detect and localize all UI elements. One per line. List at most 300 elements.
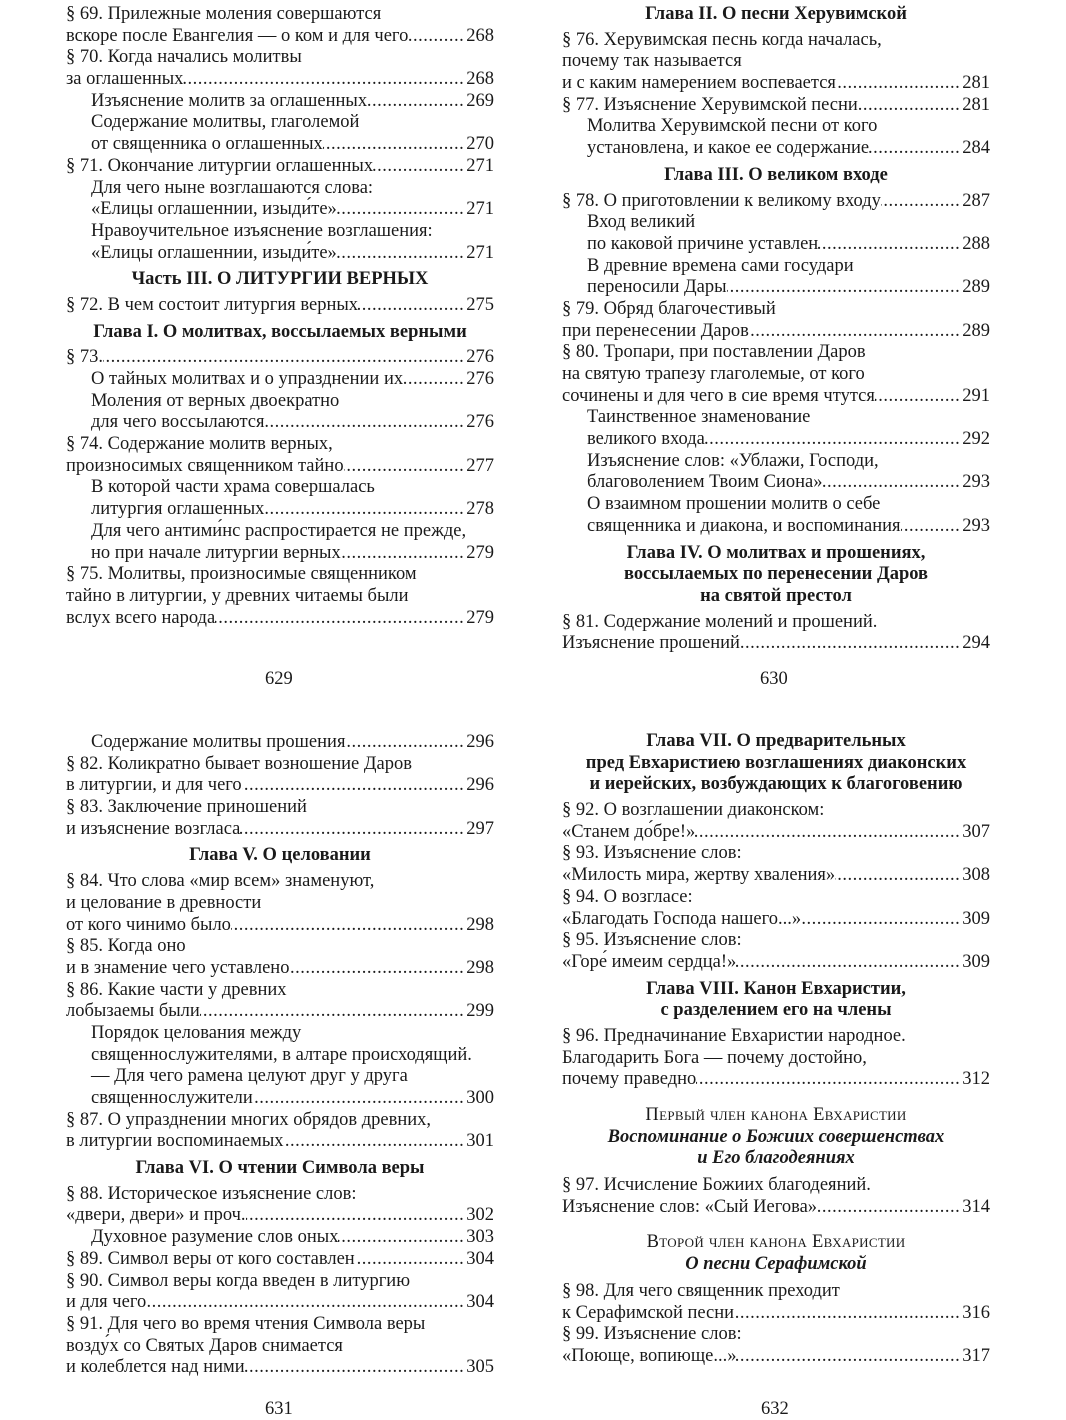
entry-page-number: 309 [962, 908, 990, 929]
entry-text: Для чего ныне возглашаются слова: [91, 177, 374, 198]
entry-text: почему праведно [562, 1069, 697, 1090]
heading-line: пред Евхаристиею возглашениях диаконских [585, 752, 967, 773]
toc-entry-line [562, 407, 990, 429]
entry-text: § 99. Изъяснение слов: [562, 1324, 742, 1345]
heading-line: воссылаемых по перенесении Даров [623, 564, 929, 585]
entry-text: Духовное разумение слов оных [91, 1227, 339, 1248]
entry-text: на святую трапезу глаголемые, от кого [562, 364, 865, 384]
toc-entry-line [66, 819, 494, 841]
dot-leader [727, 277, 963, 299]
toc-entry-line [66, 499, 494, 521]
toc-entry-line [66, 221, 494, 243]
heading-line: О песни Серафимской [685, 1254, 867, 1275]
entry-page-number: 296 [466, 732, 494, 752]
entry-text: и в знамение чего уставлено [66, 957, 290, 978]
entry-page-number: 299 [466, 1001, 494, 1022]
toc-entry-line [562, 516, 990, 538]
toc-entry-line [66, 608, 494, 630]
entry-text: Порядок целования между [91, 1022, 302, 1043]
entry-text: § 80. Тропари, при поставлении Даров [562, 342, 866, 363]
entry-text: от священника о оглашенных [91, 134, 323, 155]
entry-text: Молитва Херувимской песни от кого [587, 116, 878, 137]
entry-text: почему так называется [562, 51, 742, 72]
entry-text: «Поюще, вопиюще...» [562, 1345, 737, 1366]
toc-entry-line [562, 451, 990, 473]
toc-entry-line [562, 138, 990, 160]
dot-leader [881, 191, 962, 213]
dot-leader [736, 1346, 962, 1368]
entry-page-number: 276 [466, 347, 494, 368]
toc-entry-line [562, 234, 990, 256]
entry-text: «Горе́ имеим сердца!» [562, 951, 737, 972]
entry-text: «Елицы оглашеннии, изыди́те» [91, 242, 337, 263]
entry-page-number: 270 [466, 134, 494, 155]
subsection-title [562, 1127, 990, 1170]
entry-text: для чего воссылаются [91, 412, 265, 433]
heading-line: Глава VII. О предварительных [646, 731, 906, 751]
toc-entry-line [562, 212, 990, 234]
entry-text: Нравоучительное изъяснение возглашения: [91, 220, 433, 241]
entry-text: § 71. Окончание литургии оглашенных [66, 155, 374, 176]
entry-text: переносили Дары [587, 277, 727, 298]
toc-entry-line [66, 1336, 494, 1358]
entry-page-number: 314 [962, 1196, 990, 1217]
dot-leader [403, 369, 466, 391]
entry-text: лобызаемы были [66, 1001, 200, 1022]
dot-leader [344, 456, 467, 478]
entry-text: О взаимном прошении молитв о себе [587, 494, 881, 515]
toc-entry-line [66, 26, 494, 48]
heading-line: Часть III. О ЛИТУРГИИ ВЕРНЫХ [131, 269, 429, 290]
entry-text: § 75. Молитвы, произносимые священником [66, 564, 417, 585]
entry-text: «Милость мира, жертву хваления» [562, 865, 836, 886]
section-heading [562, 165, 990, 187]
toc-entry-line [562, 95, 990, 117]
entry-text: и с каким намерением воспевается [562, 73, 836, 94]
toc-entry-line [66, 477, 494, 499]
entry-text: «Станем до́бре!» [562, 821, 696, 842]
toc-entry-line [66, 936, 494, 958]
dot-leader [823, 472, 963, 494]
entry-page-number: 297 [466, 818, 494, 839]
entry-text: О тайных молитвах и о упразднении их [91, 369, 404, 389]
toc-entry-line [562, 633, 990, 655]
dot-leader [801, 909, 962, 931]
entry-text: В древние времена сами государи [587, 255, 854, 276]
heading-line: Глава VI. О чтении Символа веры [135, 1158, 425, 1179]
dot-leader [242, 775, 467, 797]
dot-leader [875, 386, 962, 408]
heading-line: на святой престол [700, 585, 852, 606]
toc-entry-line [66, 1066, 494, 1088]
entry-text: § 76. Херувимская песнь когда началась, [562, 29, 882, 50]
toc-entry-line [562, 191, 990, 213]
page-629-contents [66, 4, 494, 629]
entry-text: литургия оглашенных [91, 499, 265, 520]
dot-leader [338, 1227, 466, 1249]
dot-leader [253, 1088, 467, 1110]
toc-entry-line [562, 930, 990, 952]
toc-entry-line [66, 1314, 494, 1336]
entry-text: Вход великий [587, 212, 696, 233]
toc-entry-line [66, 295, 494, 317]
canon-part-heading: Второй член канона Евхаристии [646, 1232, 906, 1253]
entry-page-number: 275 [466, 294, 494, 315]
page-number: 632 [761, 1399, 789, 1419]
entry-page-number: 309 [962, 951, 990, 972]
toc-entry-line [562, 1175, 990, 1197]
entry-page-number: 289 [962, 320, 990, 341]
entry-text: священника и диакона, и воспоминания [587, 515, 901, 536]
page-630-contents [562, 4, 990, 655]
section-heading [66, 322, 494, 344]
toc-entry-line [66, 797, 494, 819]
entry-text: § 87. О упразднении многих обрядов древних, [66, 1109, 431, 1130]
entry-page-number: 281 [962, 94, 990, 115]
toc-entry-line [562, 386, 990, 408]
toc-entry-line [66, 1249, 494, 1271]
toc-entry-line [562, 1324, 990, 1346]
entry-page-number: 296 [466, 775, 494, 796]
heading-line: Глава I. О молитвах, воссылаемых верными [93, 321, 467, 342]
entry-text: Моления от верных двоекратно [91, 390, 340, 411]
entry-text: Изъяснение слов: «Сый Иегова» [562, 1196, 818, 1217]
toc-entry-line [66, 412, 494, 434]
subsection-title [562, 1254, 990, 1276]
entry-text: — Для чего рамена целуют друг у друга [91, 1066, 408, 1087]
heading-line: Глава IV. О молитвах и прошениях, [626, 542, 926, 563]
entry-page-number: 271 [466, 242, 494, 263]
toc-entry-line [66, 1184, 494, 1206]
entry-page-number: 302 [466, 1205, 494, 1226]
entry-text: § 86. Какие части у древних [66, 979, 287, 1000]
section-heading [66, 1158, 494, 1180]
toc-entry-line [66, 456, 494, 478]
dot-leader [836, 73, 962, 95]
entry-text: великого входа [587, 429, 705, 450]
toc-entry-line [562, 51, 990, 73]
dot-leader [337, 199, 466, 221]
toc-entry-line [66, 434, 494, 456]
dot-leader [740, 633, 962, 655]
heading-line: с разделением его на члены [660, 1000, 892, 1021]
toc-entry-line [66, 871, 494, 893]
entry-text: § 94. О возгласе: [562, 886, 693, 907]
dot-leader [341, 543, 467, 565]
entry-text: § 95. Изъяснение слов: [562, 930, 742, 951]
dot-leader [373, 156, 466, 178]
entry-text: «Благодать Господа нашего...» [562, 908, 802, 929]
entry-text: § 91. Для чего во время чтения Символа веры [66, 1313, 426, 1334]
entry-page-number: 293 [962, 472, 990, 493]
entry-text: § 77. Изъяснение Херувимской песни [562, 94, 858, 115]
toc-entry-line [562, 321, 990, 343]
entry-text: произносимых священником тайно [66, 455, 344, 476]
toc-entry-line [66, 156, 494, 178]
heading-line: Глава III. О великом входе [664, 164, 888, 185]
entry-page-number: 279 [466, 542, 494, 563]
canon-part-heading: Первый член канона Евхаристии [645, 1105, 907, 1125]
entry-text: тайно в литургии, у древних читаемы были [66, 585, 409, 606]
section-heading [562, 731, 990, 796]
page-number: 630 [760, 669, 788, 689]
entry-page-number: 294 [962, 633, 990, 654]
entry-text: § 97. Исчисление Божиих благодеяний. [562, 1175, 871, 1196]
entry-text: «двери, двери» и проч. [66, 1205, 246, 1226]
toc-entry-line [562, 73, 990, 95]
dot-leader [818, 234, 962, 256]
toc-entry-line [562, 612, 990, 634]
entry-page-number: 298 [466, 914, 494, 935]
toc-entry-line [562, 909, 990, 931]
dot-leader [835, 865, 962, 887]
entry-text: и изъяснение возгласа [66, 818, 241, 839]
toc-entry-line [562, 30, 990, 52]
dot-leader [869, 138, 962, 160]
entry-text: § 90. Символ веры когда введен в литургию [66, 1270, 411, 1291]
dot-leader [284, 1131, 467, 1153]
entry-text: § 98. Для чего священник преходит [562, 1280, 840, 1301]
entry-text: § 69. Прилежные моления совершаются [66, 4, 382, 24]
page-number: 629 [265, 669, 293, 689]
entry-text: Содержание молитвы, глаголемой [91, 112, 360, 133]
toc-entry-line [562, 342, 990, 364]
entry-text: возду́х со Святых Даров снимается [66, 1335, 343, 1356]
dot-leader [901, 516, 963, 538]
entry-page-number: 276 [466, 369, 494, 389]
entry-text: § 84. Что слова «мир всем» знаменуют, [66, 871, 375, 892]
toc-entry-line [562, 865, 990, 887]
entry-text: священнослужители [91, 1088, 253, 1108]
entry-page-number: 304 [466, 1248, 494, 1269]
dot-leader [408, 26, 466, 48]
entry-text: § 78. О приготовлении к великому входу [562, 190, 881, 211]
dot-leader [858, 95, 962, 117]
dot-leader [245, 1357, 467, 1379]
dot-leader [240, 819, 466, 841]
entry-page-number: 301 [466, 1131, 494, 1152]
toc-entry-line [66, 915, 494, 937]
entry-page-number: 287 [962, 190, 990, 211]
toc-entry-line [66, 564, 494, 586]
entry-text: § 72. В чем состоит литургия верных [66, 294, 359, 315]
toc-entry-line [66, 91, 494, 113]
entry-page-number: 284 [962, 138, 990, 159]
entry-text: § 83. Заключение приношений [66, 797, 307, 818]
entry-page-number: 281 [962, 73, 990, 94]
toc-entry-line [66, 178, 494, 200]
entry-page-number: 312 [962, 1069, 990, 1090]
toc-entry-line [562, 429, 990, 451]
toc-entry-line [66, 112, 494, 134]
toc-entry-line [562, 1048, 990, 1070]
entry-text: Благодарить Бога — почему достойно, [562, 1047, 867, 1068]
entry-text: Содержание молитвы прошения [91, 732, 346, 752]
dot-leader [817, 1197, 962, 1219]
entry-text: § 81. Содержание молений и прошений. [562, 611, 878, 632]
heading-line: и иерейских, возбуждающих к благоговению [589, 774, 963, 795]
entry-page-number: 305 [466, 1357, 494, 1378]
toc-entry-line [66, 69, 494, 91]
entry-text: в литургии воспоминаемых [66, 1131, 284, 1152]
toc-entry-line [66, 1131, 494, 1153]
toc-entry-line [66, 775, 494, 797]
dot-leader [215, 608, 466, 630]
entry-page-number: 278 [466, 499, 494, 520]
toc-entry-line [66, 347, 494, 369]
entry-page-number: 300 [466, 1088, 494, 1108]
toc-entry-line [562, 887, 990, 909]
entry-text: вслух всего народа [66, 607, 216, 628]
dot-leader [749, 321, 962, 343]
entry-page-number: 307 [962, 821, 990, 842]
entry-text: к Серафимской песни [562, 1302, 735, 1323]
dot-leader [146, 1292, 466, 1314]
page-631-contents [66, 732, 494, 1379]
toc-entry-line [66, 893, 494, 915]
entry-text: и для чего [66, 1292, 147, 1313]
dot-leader [103, 347, 466, 369]
toc-entry-line [562, 1026, 990, 1048]
entry-text: § 74. Содержание молитв верных, [66, 434, 333, 455]
entry-page-number: 268 [466, 25, 494, 46]
entry-page-number: 293 [962, 515, 990, 536]
toc-entry-line [66, 732, 494, 754]
toc-entry-line [66, 586, 494, 608]
entry-text: при перенесении Даров [562, 320, 749, 341]
entry-text: § 73. [66, 347, 103, 368]
toc-entry-line [66, 391, 494, 413]
toc-entry-line [562, 472, 990, 494]
entry-text: § 96. Предначинание Евхаристии народное. [562, 1025, 906, 1046]
entry-text: § 70. Когда начались молитвы [66, 47, 302, 68]
entry-text: § 82. Коликратно бывает возношение Даров [66, 753, 412, 774]
dot-leader [323, 134, 466, 156]
entry-text: от кого чинимо было [66, 914, 231, 935]
dot-leader [289, 958, 466, 980]
toc-entry-line [66, 521, 494, 543]
toc-entry-line [562, 299, 990, 321]
entry-page-number: 277 [466, 455, 494, 476]
toc-entry-line [562, 1069, 990, 1091]
entry-text: § 85. Когда оно [66, 936, 186, 957]
toc-entry-line [562, 277, 990, 299]
dot-leader [183, 69, 466, 91]
toc-entry-line [66, 1088, 494, 1110]
entry-text: Изъяснение прошений [562, 633, 740, 654]
toc-entry-line [562, 1197, 990, 1219]
entry-page-number: 291 [962, 385, 990, 406]
dot-leader [695, 822, 962, 844]
entry-text: и целование в древности [66, 892, 262, 913]
toc-entry-line [66, 1271, 494, 1293]
section-heading [562, 4, 990, 26]
toc-entry-line [562, 1281, 990, 1303]
dot-leader [355, 1249, 467, 1271]
dot-leader [736, 952, 962, 974]
toc-entry-line [66, 958, 494, 980]
page-632-contents [562, 731, 990, 1368]
entry-text: Таинственное знаменование [587, 407, 811, 428]
dot-leader [734, 1303, 962, 1325]
dot-leader [264, 499, 466, 521]
dot-leader [200, 1001, 466, 1023]
entry-page-number: 308 [962, 865, 990, 886]
dot-leader [337, 243, 466, 265]
toc-entry-line [66, 47, 494, 69]
entry-page-number: 289 [962, 277, 990, 298]
entry-text: священнослужителями, в алтаре происходящий. [91, 1044, 472, 1065]
toc-entry-line [66, 1205, 494, 1227]
entry-text: § 89. Символ веры от кого составлен [66, 1248, 355, 1269]
entry-text: § 93. Изъяснение слов: [562, 843, 742, 864]
entry-text: Для чего антими́нс распростирается не прежде, [91, 520, 467, 541]
entry-text: благоволением Твоим Сиона» [587, 472, 823, 493]
heading-line: Глава II. О песни Херувимской [645, 4, 907, 24]
section-heading [562, 543, 990, 608]
entry-page-number: 268 [466, 69, 494, 90]
entry-text: и колеблется над ними [66, 1357, 245, 1378]
dot-leader [345, 732, 466, 754]
toc-entry-line [562, 800, 990, 822]
heading-line: Глава VIII. Канон Евхаристии, [646, 978, 906, 999]
dot-leader [358, 295, 466, 317]
dot-leader [367, 91, 466, 113]
heading-line: Воспоминание о Божиих совершенствах [607, 1126, 945, 1147]
toc-entry-line [562, 494, 990, 516]
toc-entry-line [66, 1357, 494, 1379]
entry-page-number: 317 [962, 1345, 990, 1366]
toc-entry-line [562, 256, 990, 278]
page-number: 631 [265, 1399, 293, 1419]
entry-page-number: 288 [962, 233, 990, 254]
toc-entry-line [562, 116, 990, 138]
entry-text: § 88. Историческое изъяснение слов: [66, 1183, 357, 1204]
toc-entry-line [562, 1346, 990, 1368]
entry-page-number: 276 [466, 412, 494, 433]
entry-text: за оглашенных [66, 69, 184, 90]
entry-text: В которой части храма совершалась [91, 477, 375, 498]
entry-page-number: 292 [962, 429, 990, 450]
entry-page-number: 271 [466, 199, 494, 220]
entry-text: «Елицы оглашеннии, изыди́те» [91, 199, 337, 220]
toc-entry-line [66, 543, 494, 565]
entry-text: но при начале литургии верных [91, 542, 341, 563]
entry-text: установлена, и какое ее содержание [587, 138, 870, 159]
entry-text: Изъяснение молитв за оглашенных [91, 90, 368, 111]
entry-text: § 92. О возглашении диаконском: [562, 800, 825, 821]
entry-text: § 79. Обряд благочестивый [562, 298, 776, 319]
toc-entry-line [66, 980, 494, 1002]
entry-page-number: 304 [466, 1292, 494, 1313]
dot-leader [246, 1205, 467, 1227]
entry-page-number: 303 [466, 1227, 494, 1248]
toc-entry-line [66, 1001, 494, 1023]
toc-entry-line [66, 1045, 494, 1067]
toc-entry-line [66, 199, 494, 221]
heading-line: и Его благодеяниях [697, 1148, 855, 1169]
section-heading [562, 979, 990, 1022]
toc-entry-line [66, 369, 494, 391]
toc-entry-line [562, 843, 990, 865]
entry-text: вскоре после Евангелия — о ком и для чего [66, 25, 409, 46]
entry-text: Изъяснение слов: «Ублажи, Господи, [587, 450, 879, 471]
toc-entry-line [66, 1292, 494, 1314]
entry-text: сочинены и для чего в сие время чтутся [562, 385, 875, 406]
toc-entry-line [562, 364, 990, 386]
entry-text: в литургии, и для чего [66, 775, 242, 796]
heading-line: Глава V. О целовании [189, 845, 371, 866]
